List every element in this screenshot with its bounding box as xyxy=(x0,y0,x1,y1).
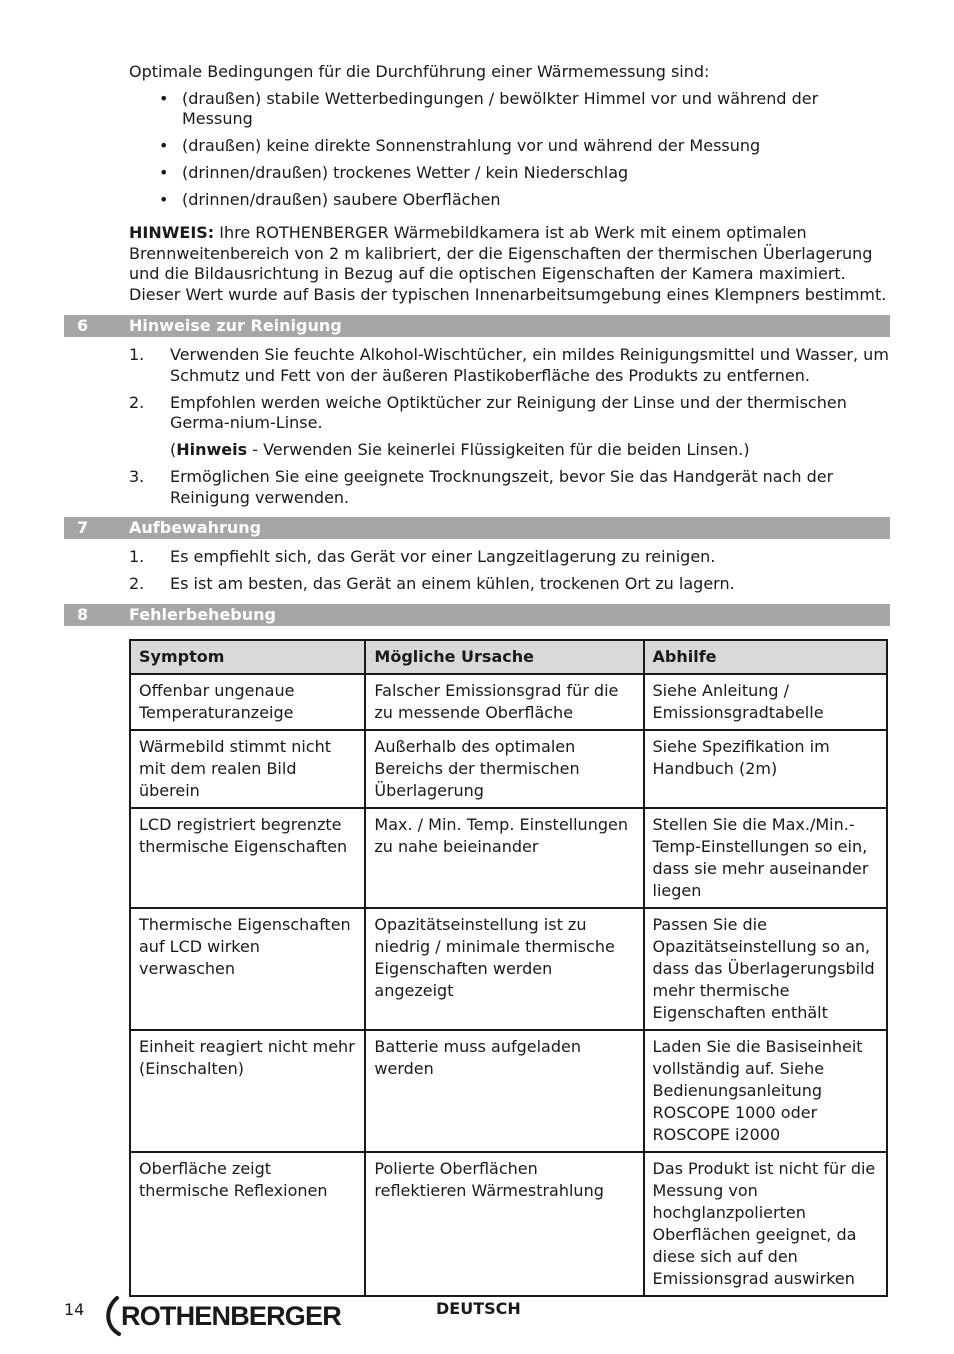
conditions-list xyxy=(129,89,889,211)
table-cell: Siehe Spezifikation im Handbuch (2m) xyxy=(644,730,888,808)
table-cell: Das Produkt ist nicht für die Messung von hochglanzpolierten Oberflächen geeignet, da diese sich auf den Emissionsgrad auswirken xyxy=(644,1152,888,1296)
list-item: 3. Ermöglichen Sie eine geeignete Trocknungszeit, bevor Sie das Handgerät nach der Reinigung verwenden. xyxy=(129,467,834,507)
table-cell: Max. / Min. Temp. Einstellungen zu nahe beieinander xyxy=(365,808,643,908)
list-item: • (drinnen/draußen) saubere Oberflächen xyxy=(159,190,501,209)
list-item: 1. Verwenden Sie feuchte Alkohol-Wischtücher, ein mildes Reinigungsmittel und Wasser, um Schmutz und Fett von der äußeren Plastikoberfläche des Produkts zu entfernen. xyxy=(129,345,889,385)
column-header-cause: Mögliche Ursache xyxy=(365,640,643,674)
table-row xyxy=(130,1152,887,1296)
storage-list xyxy=(129,547,891,601)
bullet-icon: • xyxy=(159,163,169,182)
table-cell: LCD registriert begrenzte thermische Eigenschaften xyxy=(130,808,365,908)
list-item: • (draußen) keine direkte Sonnenstrahlung vor und während der Messung xyxy=(159,136,761,155)
list-item: 2. Es ist am besten, das Gerät an einem kühlen, trockenen Ort zu lagern. xyxy=(129,574,735,593)
logo-wordmark: ROTHENBERGER xyxy=(121,1301,341,1331)
troubleshooting-table xyxy=(129,639,888,1297)
table-cell: Opazitätseinstellung ist zu niedrig / minimale thermische Eigenschaften werden angezeigt xyxy=(365,908,643,1030)
table-row xyxy=(130,908,887,1030)
note-text: Ihre ROTHENBERGER Wärmebildkamera ist ab Werk mit einem optimalen Brennweitenbereich von 2 m kalibriert, der die Eigenschaften der thermischen Überlagerung und die Bildausrichtung in Bezug auf die optischen Eigenschaften der Kamera maximiert. Dieser Wert wurde auf Basis der typischen Innenarbeitsumgebung eines Klempners bestimmt. xyxy=(129,223,887,304)
table-cell: Siehe Anleitung / Emissionsgradtabelle xyxy=(644,674,888,730)
table-cell: Passen Sie die Opazitätseinstellung so an, dass das Überlagerungsbild mehr thermische Eigenschaften enthält xyxy=(644,908,888,1030)
list-item: • (drinnen/draußen) trockenes Wetter / kein Niederschlag xyxy=(159,163,629,182)
cleaning-hint: (Hinweis - Verwenden Sie keinerlei Flüssigkeiten für die beiden Linsen.) xyxy=(170,440,750,459)
list-item: 1. Es empfiehlt sich, das Gerät vor einer Langzeitlagerung zu reinigen. xyxy=(129,547,716,566)
table-cell: Polierte Oberflächen reflektieren Wärmestrahlung xyxy=(365,1152,643,1296)
page-number: 14 xyxy=(64,1300,85,1319)
calibration-note xyxy=(129,223,889,305)
table-row xyxy=(130,730,887,808)
list-item: • (draußen) stabile Wetterbedingungen / bewölkter Himmel vor und während der Messung xyxy=(159,88,819,128)
list-item: 2. Empfohlen werden weiche Optiktücher zur Reinigung der Linse und der thermischen Germa-nium-Linse. xyxy=(129,392,847,432)
section-header-storage xyxy=(64,517,890,539)
table-cell: Außerhalb des optimalen Bereichs der thermischen Überlagerung xyxy=(365,730,643,808)
section-title: Fehlerbehebung xyxy=(129,605,276,624)
section-header-cleaning xyxy=(64,315,890,337)
bullet-icon: • xyxy=(159,88,169,108)
section-number: 8 xyxy=(77,605,89,624)
intro-block xyxy=(129,62,889,217)
table-cell: Einheit reagiert nicht mehr (Einschalten) xyxy=(130,1030,365,1152)
table-cell: Stellen Sie die Max./Min.-Temp-Einstellungen so ein, dass sie mehr auseinander liegen xyxy=(644,808,888,908)
column-header-symptom: Symptom xyxy=(130,640,365,674)
table-header-row xyxy=(130,640,887,674)
column-header-remedy: Abhilfe xyxy=(644,640,888,674)
rothenberger-logo xyxy=(103,1294,353,1338)
table-row xyxy=(130,674,887,730)
table-cell: Wärmebild stimmt nicht mit dem realen Bild überein xyxy=(130,730,365,808)
bullet-icon: • xyxy=(159,190,169,209)
section-number: 6 xyxy=(77,316,89,335)
intro-lead: Optimale Bedingungen für die Durchführung einer Wärmemessung sind: xyxy=(129,62,710,81)
cleaning-list xyxy=(129,345,891,515)
table-cell: Offenbar ungenaue Temperaturanzeige xyxy=(130,674,365,730)
section-title: Hinweise zur Reinigung xyxy=(129,316,342,335)
table-cell: Oberfläche zeigt thermische Reflexionen xyxy=(130,1152,365,1296)
table-row xyxy=(130,1030,887,1152)
language-label: DEUTSCH xyxy=(436,1299,521,1318)
table-cell: Laden Sie die Basiseinheit vollständig auf. Siehe Bedienungsanleitung ROSCOPE 1000 oder ROSCOPE i2000 xyxy=(644,1030,888,1152)
table-row xyxy=(130,808,887,908)
bullet-icon: • xyxy=(159,136,169,155)
section-header-troubleshooting xyxy=(64,604,890,626)
table-cell: Falscher Emissionsgrad für die zu messende Oberfläche xyxy=(365,674,643,730)
table-cell: Thermische Eigenschaften auf LCD wirken verwaschen xyxy=(130,908,365,1030)
note-label: HINWEIS: xyxy=(129,223,215,242)
section-title: Aufbewahrung xyxy=(129,518,262,537)
table-cell: Batterie muss aufgeladen werden xyxy=(365,1030,643,1152)
section-number: 7 xyxy=(77,518,89,537)
